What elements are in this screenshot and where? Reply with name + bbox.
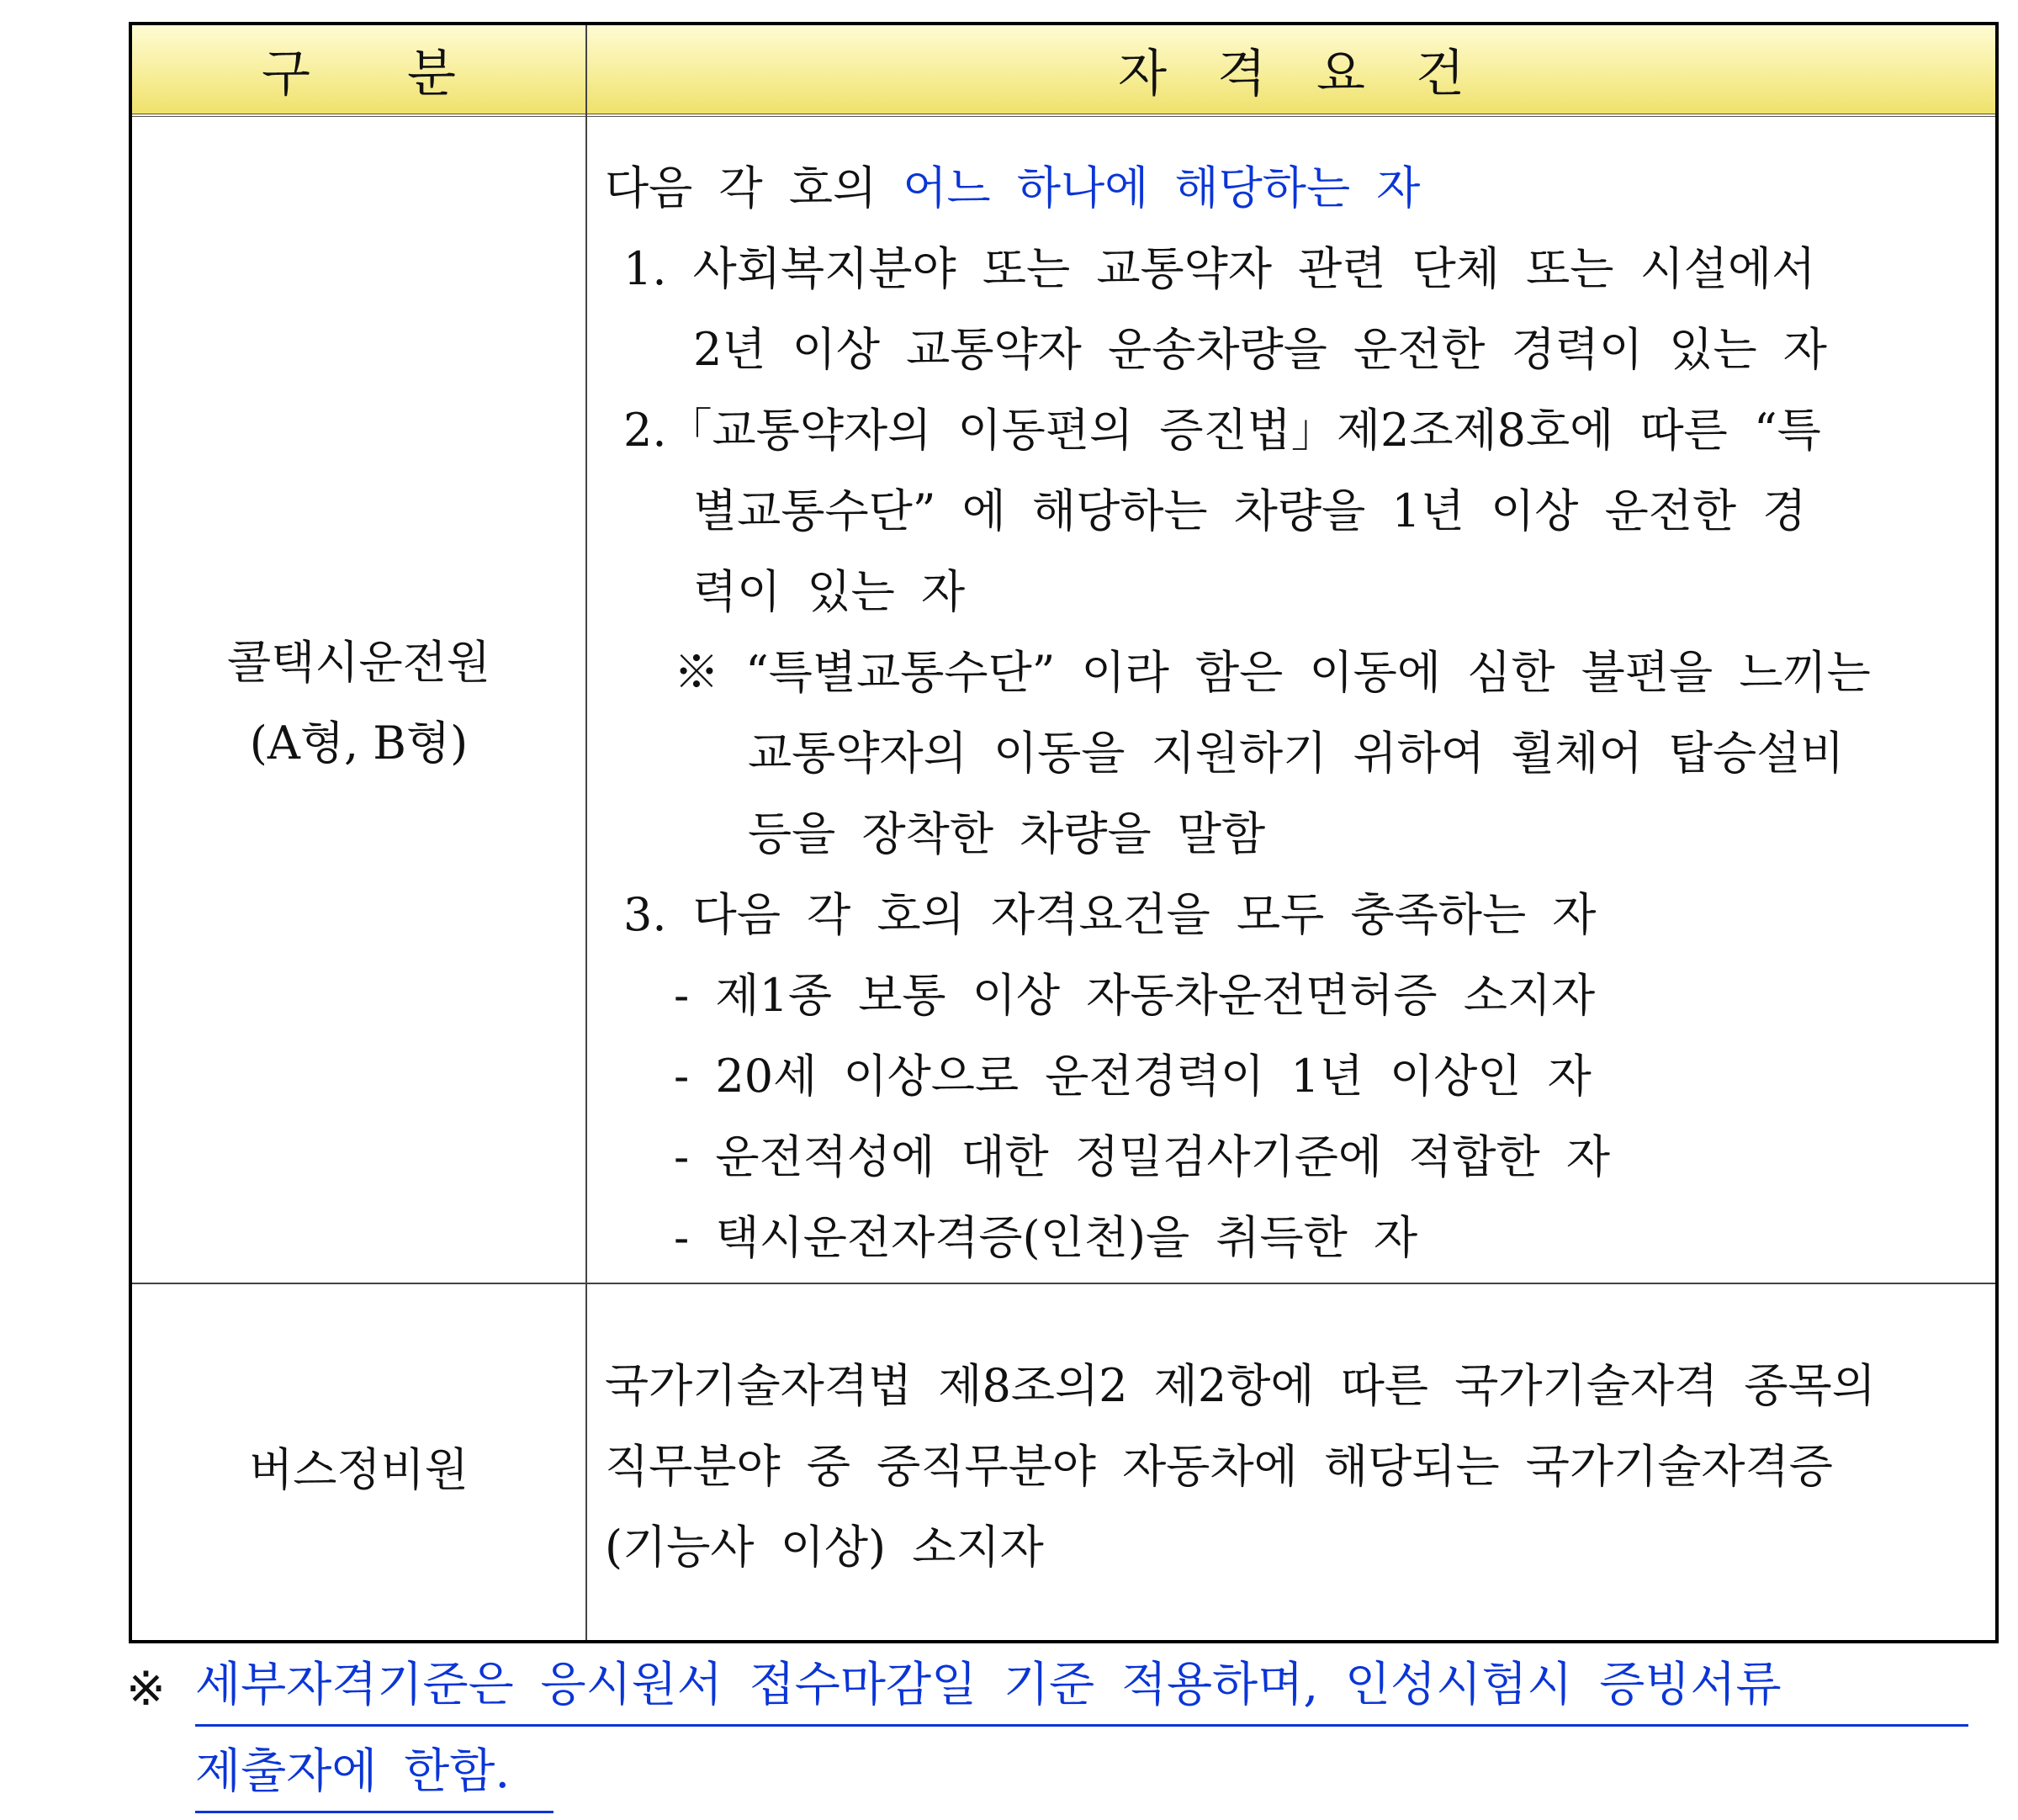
sub-item: - 운전적성에 대한 정밀검사기준에 적합한 자 — [674, 1130, 1611, 1183]
footnote-line: 제출자에 한함. — [195, 1733, 553, 1813]
footnote-line: 세부자격기준은 응시원서 접수마감일 기준 적용하며, 인성시험시 증빙서류 — [195, 1647, 1968, 1727]
list-item: 3. 다음 각 호의 자격요건을 모두 충족하는 자 — [623, 888, 1597, 941]
list-item: 별교통수단” 에 해당하는 차량을 1년 이상 운전한 경 — [693, 484, 1807, 537]
list-item: (기능사 이상) 소지자 — [605, 1521, 1044, 1574]
sub-item: - 제1종 보통 이상 자동차운전면허증 소지자 — [674, 969, 1596, 1022]
list-item: 력이 있는 자 — [693, 565, 966, 618]
intro-highlight: 어느 하나에 해당하는 자 — [903, 161, 1421, 214]
list-item: 직무분야 중 중직무분야 자동차에 해당되는 국가기술자격증 — [605, 1440, 1833, 1493]
category-call-taxi-driver: 콜택시운전원 (A형, B형) — [227, 636, 490, 770]
column-divider — [585, 25, 587, 1640]
reference-mark: ※ — [126, 1662, 166, 1717]
intro-line: 다음 각 호의 어느 하나에 해당하는 자 — [605, 161, 1421, 214]
list-item: 1. 사회복지분야 또는 교통약자 관련 단체 또는 시설에서 — [623, 242, 1816, 295]
list-item: 2년 이상 교통약자 운송차량을 운전한 경력이 있는 자 — [693, 323, 1827, 376]
requirements-call-taxi-driver — [605, 148, 1984, 1278]
note-line: ※ “특별교통수단” 이라 함은 이동에 심한 불편을 느끼는 — [674, 646, 1871, 699]
sub-item: - 택시운전자격증(인천)을 취득한 자 — [674, 1211, 1418, 1264]
header-category: 구 분 — [262, 44, 456, 103]
category-bus-mechanic: 버스정비원 — [249, 1443, 469, 1496]
requirements-bus-mechanic — [605, 1346, 1984, 1588]
row-divider — [132, 1283, 1995, 1284]
table-header — [132, 25, 1995, 117]
note-line: 등을 장착한 차량을 말함 — [748, 807, 1266, 860]
list-item: 2.「교통약자의 이동편의 증진법」제2조제8호에 따른 “특 — [623, 404, 1821, 457]
list-item: 국가기술자격법 제8조의2 제2항에 따른 국가기술자격 종목의 — [605, 1359, 1876, 1412]
header-requirements: 자 격 요 건 — [1118, 44, 1465, 103]
note-line: 교통약자의 이동을 지원하기 위하여 휠체어 탑승설비 — [748, 727, 1845, 780]
footnote-text — [195, 1647, 1970, 1820]
sub-item: - 20세 이상으로 운전경력이 1년 이상인 자 — [674, 1050, 1592, 1103]
qualification-table — [129, 22, 1999, 1643]
